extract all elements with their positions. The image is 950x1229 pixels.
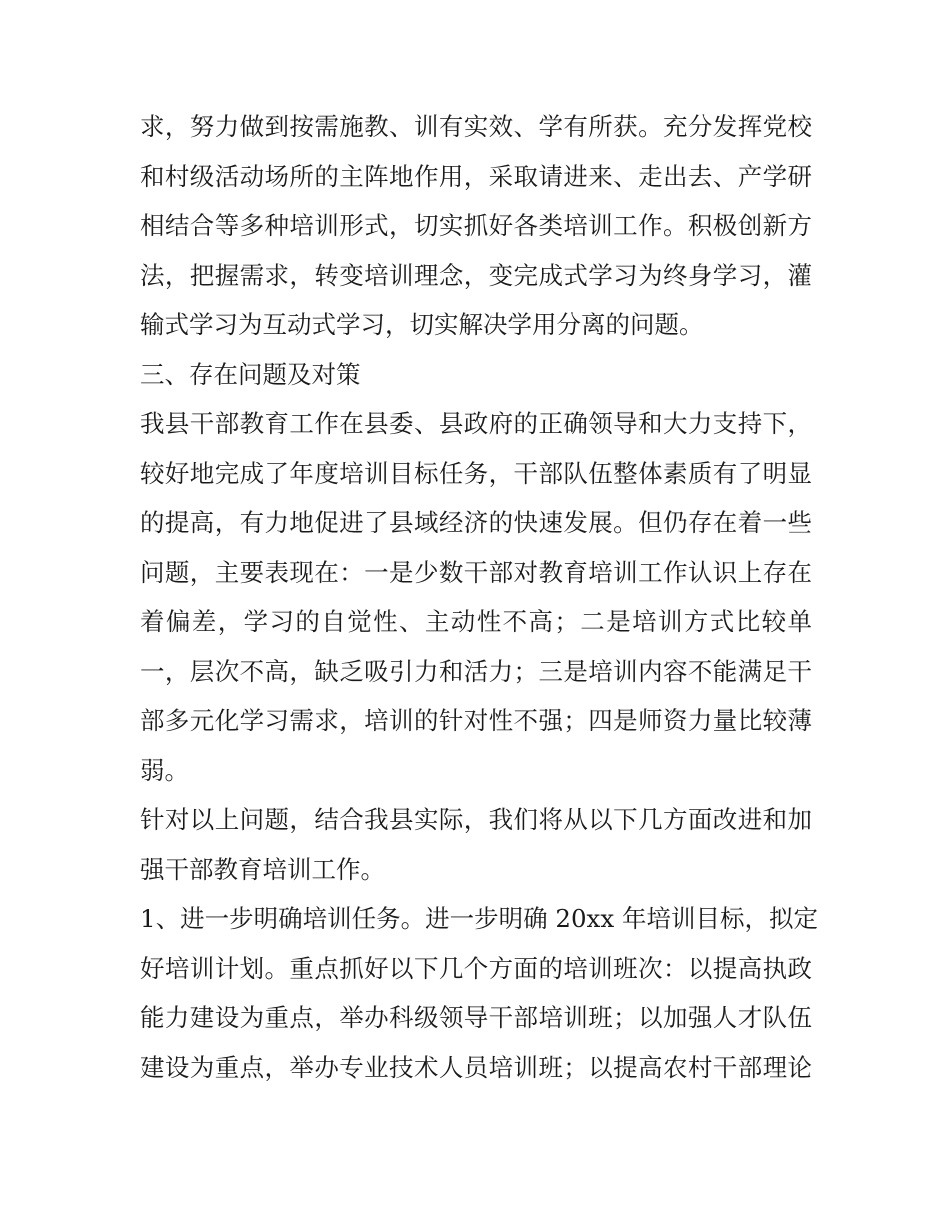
text-line: 着偏差，学习的自觉性、主动性不高；二是培训方式比较单 bbox=[140, 607, 812, 636]
text-line: 建设为重点，举办专业技术人员培训班；以提高农村干部理论 bbox=[140, 1052, 812, 1082]
text-line: 能力建设为重点，举办科级领导干部培训班；以加强人才队伍 bbox=[140, 1003, 812, 1032]
text-line: 强干部教育培训工作。 bbox=[140, 854, 385, 884]
text-line: 一，层次不高，缺乏吸引力和活力；三是培训内容不能满足干 bbox=[140, 656, 812, 686]
text-line: 弱。 bbox=[140, 755, 189, 785]
text-line: 较好地完成了年度培训目标任务，干部队伍整体素质有了明显 bbox=[140, 458, 812, 488]
text-line: 好培训计划。重点抓好以下几个方面的培训班次：以提高执政 bbox=[140, 953, 812, 983]
text-line: 求，努力做到按需施教、训有实效、学有所获。充分发挥党校 bbox=[140, 112, 812, 141]
text-line: 1、进一步明确培训任务。进一步明确 20xx 年培训目标，拟定 bbox=[140, 904, 818, 933]
text-line: 法，把握需求，转变培训理念，变完成式学习为终身学习，灌 bbox=[140, 260, 812, 290]
text-line: 和村级活动场所的主阵地作用，采取请进来、走出去、产学研 bbox=[140, 161, 812, 191]
text-line: 针对以上问题，结合我县实际，我们将从以下几方面改进和加 bbox=[140, 805, 812, 834]
text-line: 相结合等多种培训形式，切实抓好各类培训工作。积极创新方 bbox=[140, 211, 812, 240]
text-line: 的提高，有力地促进了县域经济的快速发展。但仍存在着一些 bbox=[140, 508, 812, 537]
section-heading: 三、存在问题及对策 bbox=[140, 359, 361, 389]
text-line: 我县干部教育工作在县委、县政府的正确领导和大力支持下， bbox=[140, 409, 812, 438]
text-line: 输式学习为互动式学习，切实解决学用分离的问题。 bbox=[140, 310, 704, 339]
document-body bbox=[140, 102, 818, 1092]
text-line: 部多元化学习需求，培训的针对性不强；四是师资力量比较薄 bbox=[140, 706, 812, 735]
text-line: 问题，主要表现在：一是少数干部对教育培训工作认识上存在 bbox=[140, 557, 812, 587]
